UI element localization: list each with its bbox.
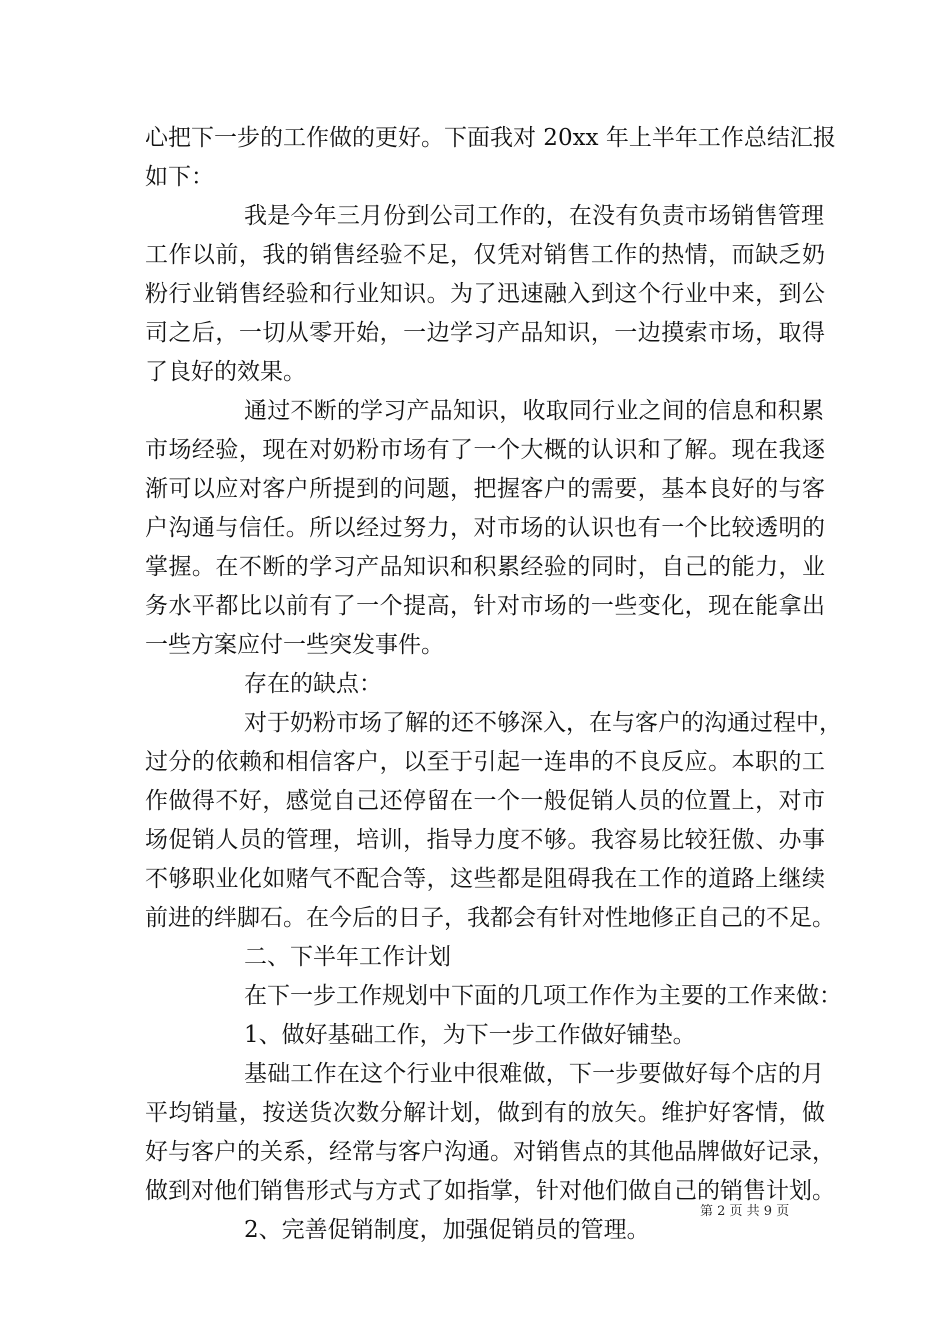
text-line-23: 在下一步工作规划中下面的几项工作作为主要的工作来做： <box>244 983 842 1009</box>
text-line-24: 1、做好基础工作，为下一步工作做好铺垫。 <box>244 1022 696 1048</box>
text-line-6: 司之后，一切从零开始，一边学习产品知识，一边摸索市场，取得 <box>145 320 825 346</box>
text-line-22: 二、下半年工作计划 <box>244 944 451 970</box>
text-line-27: 好与客户的关系，经常与客户沟通。对销售点的其他品牌做好记录， <box>145 1139 835 1165</box>
text-line-26: 平均销量，按送货次数分解计划，做到有的放矢。维护好客情，做 <box>145 1100 825 1126</box>
text-line-2: 如下： <box>145 164 214 190</box>
text-line-16: 对于奶粉市场了解的还不够深入，在与客户的沟通过程中， <box>244 710 842 736</box>
text-line-25: 基础工作在这个行业中很难做，下一步要做好每个店的月 <box>244 1061 824 1087</box>
text-line-21: 前进的绊脚石。在今后的日子，我都会有针对性地修正自己的不足。 <box>145 905 835 931</box>
text-line-14: 一些方案应付一些突发事件。 <box>145 632 444 658</box>
text-line-8: 通过不断的学习产品知识，收取同行业之间的信息和积累 <box>244 398 824 424</box>
text-line-11: 户沟通与信任。所以经过努力，对市场的认识也有一个比较透明的 <box>145 515 825 541</box>
text-line-13: 务水平都比以前有了一个提高，针对市场的一些变化，现在能拿出 <box>145 593 825 619</box>
text-line-4: 工作以前，我的销售经验不足，仅凭对销售工作的热情，而缺乏奶 <box>145 242 825 268</box>
text-line-28: 做到对他们销售形式与方式了如指掌，针对他们做自己的销售计划。 <box>145 1178 835 1204</box>
text-line-18: 作做得不好，感觉自己还停留在一个一般促销人员的位置上，对市 <box>145 788 825 814</box>
text-line-12: 掌握。在不断的学习产品知识和积累经验的同时，自己的能力，业 <box>145 554 825 580</box>
text-line-19: 场促销人员的管理，培训，指导力度不够。我容易比较狂傲、办事 <box>145 827 825 853</box>
text-line-9: 市场经验，现在对奶粉市场有了一个大概的认识和了解。现在我逐 <box>145 437 825 463</box>
text-line-15: 存在的缺点： <box>244 671 382 697</box>
text-line-3: 我是今年三月份到公司工作的，在没有负责市场销售管理 <box>244 203 824 229</box>
text-line-20: 不够职业化如赌气不配合等，这些都是阻碍我在工作的道路上继续 <box>145 866 825 892</box>
text-line-29: 2、完善促销制度，加强促销员的管理。 <box>244 1217 650 1243</box>
text-line-17: 过分的依赖和相信客户，以至于引起一连串的不良反应。本职的工 <box>145 749 825 775</box>
page-number: 第 2 页 共 9 页 <box>700 1204 790 1219</box>
text-line-7: 了良好的效果。 <box>145 359 306 385</box>
text-line-1: 心把下一步的工作做的更好。下面我对 20xx 年上半年工作总结汇报 <box>145 125 836 151</box>
text-line-5: 粉行业销售经验和行业知识。为了迅速融入到这个行业中来，到公 <box>145 281 825 307</box>
text-line-10: 渐可以应对客户所提到的问题，把握客户的需要，基本良好的与客 <box>145 476 825 502</box>
